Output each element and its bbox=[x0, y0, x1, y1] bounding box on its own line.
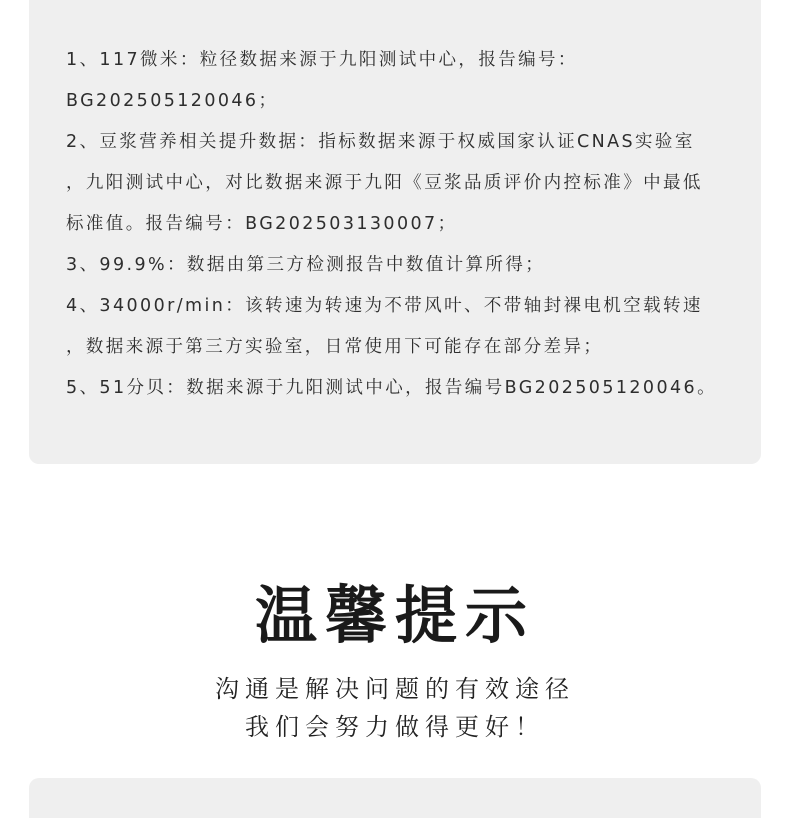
note-line: 3、99.9%：数据由第三方检测报告中数值计算所得； bbox=[66, 255, 546, 275]
note-line: 2、豆浆营养相关提升数据：指标数据来源于权威国家认证CNAS实验室 bbox=[66, 132, 695, 152]
note-line: 4、34000r/min：该转速为转速为不带风叶、不带轴封裸电机空载转速 bbox=[66, 296, 703, 316]
note-line: 5、51分贝：数据来源于九阳测试中心，报告编号BG202505120046。 bbox=[66, 378, 717, 398]
note-line: 标准值。报告编号：BG202503130007； bbox=[66, 214, 458, 234]
notes-list bbox=[66, 40, 746, 409]
bottom-card bbox=[29, 778, 761, 818]
note-line: ，数据来源于第三方实验室，日常使用下可能存在部分差异； bbox=[66, 337, 604, 357]
tips-line-2: 我们会努力做得更好！ bbox=[245, 713, 545, 741]
tips-title: 温馨提示 bbox=[254, 579, 535, 652]
note-line: BG202505120046； bbox=[66, 91, 279, 111]
tips-line-1: 沟通是解决问题的有效途径 bbox=[215, 675, 575, 703]
note-line: ，九阳测试中心，对比数据来源于九阳《豆浆品质评价内控标准》中最低 bbox=[66, 173, 703, 193]
note-line: 1、117微米：粒径数据来源于九阳测试中心，报告编号： bbox=[66, 50, 578, 70]
